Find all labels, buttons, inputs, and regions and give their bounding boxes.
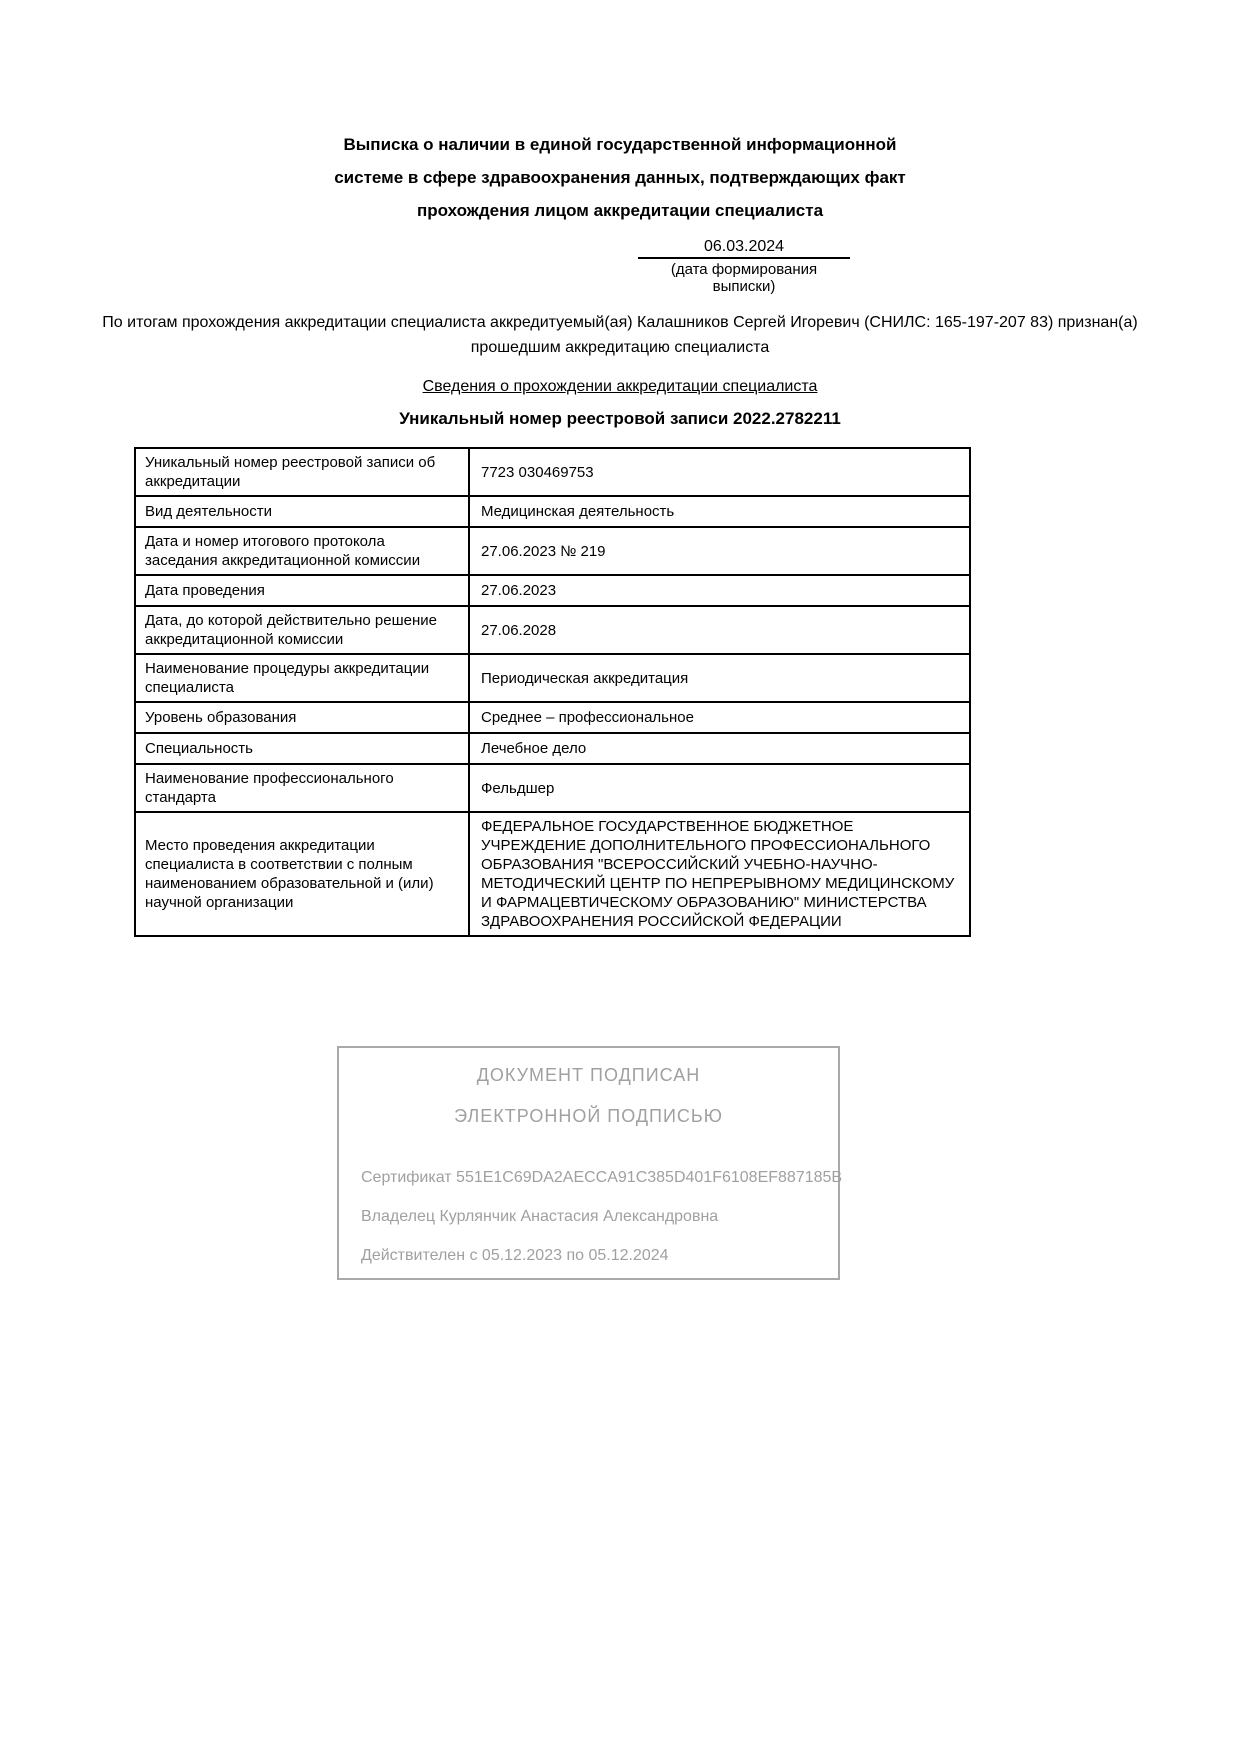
document-title-line: системе в сфере здравоохранения данных, подтверждающих факт (334, 168, 906, 187)
row-label: Дата и номер итогового протокола заседания аккредитационной комиссии (135, 527, 469, 575)
table-row (135, 575, 970, 606)
row-label: Наименование профессионального стандарта (135, 764, 469, 812)
row-label: Уникальный номер реестровой записи об аккредитации (135, 448, 469, 496)
row-value: 7723 030469753 (469, 448, 970, 496)
table-row (135, 654, 970, 702)
electronic-signature-stamp (337, 1046, 843, 1280)
table-row (135, 606, 970, 654)
formation-date-caption: (дата формирования выписки) (670, 261, 818, 295)
row-value: Среднее – профессиональное (469, 702, 970, 733)
document-title-line: прохождения лицом аккредитации специалиста (416, 201, 824, 220)
formation-date-block (638, 238, 850, 295)
record-number-heading: Уникальный номер реестровой записи 2022.2782211 (399, 409, 841, 428)
row-value: 27.06.2023 № 219 (469, 527, 970, 575)
signature-title-line1: ДОКУМЕНТ ПОДПИСАН (476, 1065, 701, 1085)
row-value: Медицинская деятельность (469, 496, 970, 527)
row-label: Дата проведения (135, 575, 469, 606)
validity-line: Действителен с 05.12.2023 по 05.12.2024 (361, 1247, 669, 1264)
row-label: Наименование процедуры аккредитации специалиста (135, 654, 469, 702)
table-row (135, 527, 970, 575)
row-label: Вид деятельности (135, 496, 469, 527)
section-heading: Сведения о прохождении аккредитации специалиста (422, 378, 818, 395)
owner-line: Владелец Курлянчик Анастасия Александровна (361, 1208, 719, 1225)
row-value: Лечебное дело (469, 733, 970, 764)
row-label: Дата, до которой действительно решение аккредитационной комиссии (135, 606, 469, 654)
document-title-line: Выписка о наличии в единой государственной информационной (343, 135, 897, 154)
row-value: ФЕДЕРАЛЬНОЕ ГОСУДАРСТВЕННОЕ БЮДЖЕТНОЕ УЧРЕЖДЕНИЕ ДОПОЛНИТЕЛЬНОГО ПРОФЕССИОНАЛЬНОГО ОБРАЗОВАНИЯ "ВСЕРОССИЙСКИЙ УЧЕБНО-НАУЧНО-МЕТОДИЧЕСКИЙ ЦЕНТР ПО НЕПРЕРЫВНОМУ МЕДИЦИНСКОМУ И ФАРМАЦЕВТИЧЕСКОМУ ОБРАЗОВАНИЮ" МИНИСТЕРСТВА ЗДРАВООХРАНЕНИЯ РОССИЙСКОЙ ФЕДЕРАЦИИ (469, 812, 970, 936)
table-row (135, 812, 970, 936)
table-row (135, 448, 970, 496)
row-value: 27.06.2023 (469, 575, 970, 606)
table-row (135, 764, 970, 812)
table-row (135, 702, 970, 733)
table-row (135, 733, 970, 764)
certificate-line: Сертификат 551E1C69DA2AECCA91C385D401F6108EF887185B (361, 1169, 843, 1186)
signature-title-line2: ЭЛЕКТРОННОЙ ПОДПИСЬЮ (454, 1106, 723, 1126)
row-value: 27.06.2028 (469, 606, 970, 654)
row-value: Периодическая аккредитация (469, 654, 970, 702)
row-value: Фельдшер (469, 764, 970, 812)
signature-details (339, 1169, 843, 1265)
intro-paragraph: По итогам прохождения аккредитации специалиста аккредитуемый(ая) Калашников Сергей Игоревич (СНИЛС: 165-197-207 83) признан(а) прошедшим аккредитацию специалиста (102, 314, 1138, 356)
row-label: Специальность (135, 733, 469, 764)
row-label: Место проведения аккредитации специалиста в соответствии с полным наименованием образовательной и (или) научной организации (135, 812, 469, 936)
document-title (0, 128, 1240, 227)
row-label: Уровень образования (135, 702, 469, 733)
formation-date: 06.03.2024 (638, 238, 850, 259)
table-row (135, 496, 970, 527)
accreditation-table (134, 447, 971, 937)
